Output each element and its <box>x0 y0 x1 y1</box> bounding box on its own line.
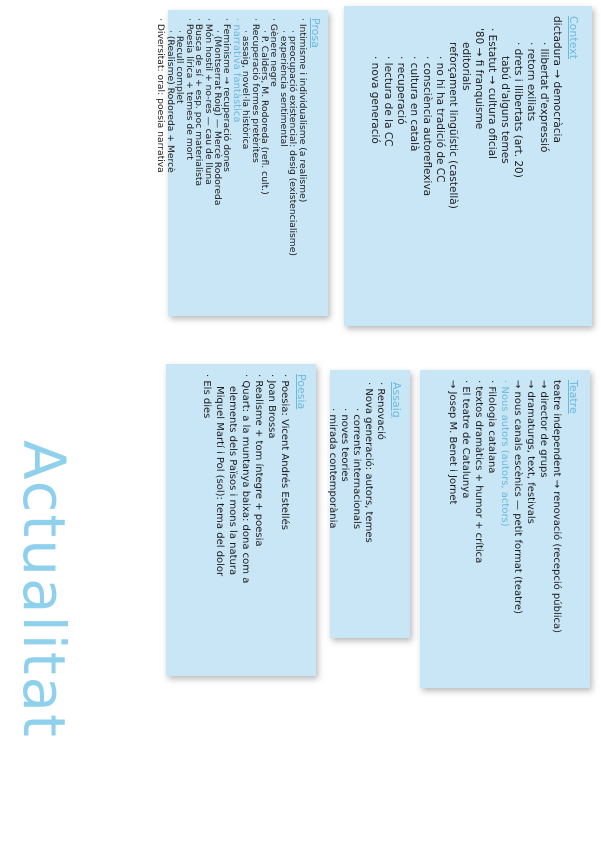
note-line: → dramaturgs, text, festivals <box>525 380 536 524</box>
note-line: · corrents internacionals <box>351 408 362 530</box>
note-line: → director de grups <box>538 380 549 478</box>
note-line: · Joan Brossa <box>266 374 277 439</box>
note-line: · consciència autoreflexiva <box>421 56 433 197</box>
note-line: · Recull complet <box>174 30 186 104</box>
note-context-content <box>368 16 580 316</box>
note-line: · noves teories <box>339 408 350 482</box>
note-context-heading: Context <box>567 16 580 60</box>
note-line: · Renovació <box>375 382 386 440</box>
note-prosa-heading: Prosa <box>309 18 322 48</box>
note-line: · drets i llibertats (art. 20) <box>512 42 524 178</box>
note-line: · El teatre de Catalunya <box>460 380 471 499</box>
note-line: teatre independent → renovació (recepció pública) <box>551 380 562 634</box>
note-poesia-heading: Poesia <box>295 374 308 410</box>
note-line: · narrativa fantàstica <box>230 18 242 123</box>
note-line: · (Realisme) Rodoreda + Mercè <box>164 30 176 173</box>
note-line: tabú d'alguns temes <box>499 56 511 164</box>
note-context <box>344 6 592 326</box>
note-poesia-content <box>200 374 308 666</box>
note-assaig <box>327 370 410 638</box>
note-line: reforçament lingüístic (castellà) <box>447 42 459 209</box>
note-prosa-content <box>156 18 320 310</box>
note-line: → Josep M. Benet i Jornet <box>447 380 458 505</box>
note-line: · cultura en català <box>408 56 420 152</box>
note-assaig-heading: Assaig <box>390 382 403 418</box>
note-line: · Poesia lírica + temes de mort <box>183 18 195 160</box>
note-line: · llibertat d'expressió <box>538 42 550 153</box>
note-line: elements dels Països i mons la natura <box>227 386 238 576</box>
note-line: · recuperació <box>395 56 407 125</box>
note-line: dictadura → democràcia <box>551 16 563 143</box>
note-line: · Realisme + tom íntegre + poesia <box>253 374 264 547</box>
note-line: · Nova generació: autors, temes <box>363 382 374 543</box>
note-line: · Quart: a la muntanya baixa: dona com a <box>240 374 251 584</box>
note-line: editorials <box>460 42 472 91</box>
page-title: Actualitat <box>10 440 78 739</box>
note-line: · Món hostil + no-res — cau de lluna <box>202 18 214 185</box>
note-line: · Els dies <box>201 374 212 419</box>
note-line: · nova generació <box>369 56 381 144</box>
note-line: · Nous autors (autors, actors) <box>499 380 510 527</box>
note-poesia <box>166 364 316 676</box>
note-teatre <box>420 370 590 688</box>
note-line: · Busca de sí + esp. poc materialista <box>193 18 205 187</box>
note-line: · P. Calders, M. Rodoreda (refl. cult.) <box>258 30 270 195</box>
note-line: · no hi ha tradició de CC <box>434 56 446 183</box>
note-line: · retorn exiliats <box>525 42 537 122</box>
note-line: · (Montserrat Roig) — Mercè Rodoreda <box>211 30 223 206</box>
note-line: → nous canals escènics — petit format (teatre) <box>512 380 523 615</box>
note-line: · lectura de la CC <box>382 56 394 147</box>
note-line: · experiència sentimental <box>277 30 289 147</box>
note-assaig-content <box>326 382 402 628</box>
note-line: · Poesia: Vicent Andrés Estellés <box>279 374 290 530</box>
note-line: '80 → fi franquisme <box>473 28 485 130</box>
note-line: · preocupació existencial: desig (existencialisme) <box>287 30 299 256</box>
note-line: Miquel Martí i Pol (sol): tema del dolor <box>214 386 225 577</box>
note-line: · assaig, novel·la històrica <box>240 30 252 150</box>
note-line: · textos dramàtics + humor + crítica <box>473 380 484 564</box>
note-line: · Feminisme → recuperació dones <box>221 18 233 172</box>
note-line: · Intimisme i individualisme (a realisme) <box>296 18 308 203</box>
note-line: · Estatut → cultura oficial <box>486 28 498 159</box>
note-line: · Gènere negre <box>268 18 280 87</box>
note-teatre-content <box>446 380 580 678</box>
note-line: · Recuperació formes pretèrites <box>249 18 261 163</box>
note-prosa <box>155 10 328 316</box>
note-teatre-heading: Teatre <box>567 380 580 414</box>
note-line: · mirada contemporània <box>327 408 338 529</box>
note-line: · Diversitat: oral: poesia narrativa <box>155 18 167 173</box>
note-line: · Filologia catalana <box>486 380 497 474</box>
